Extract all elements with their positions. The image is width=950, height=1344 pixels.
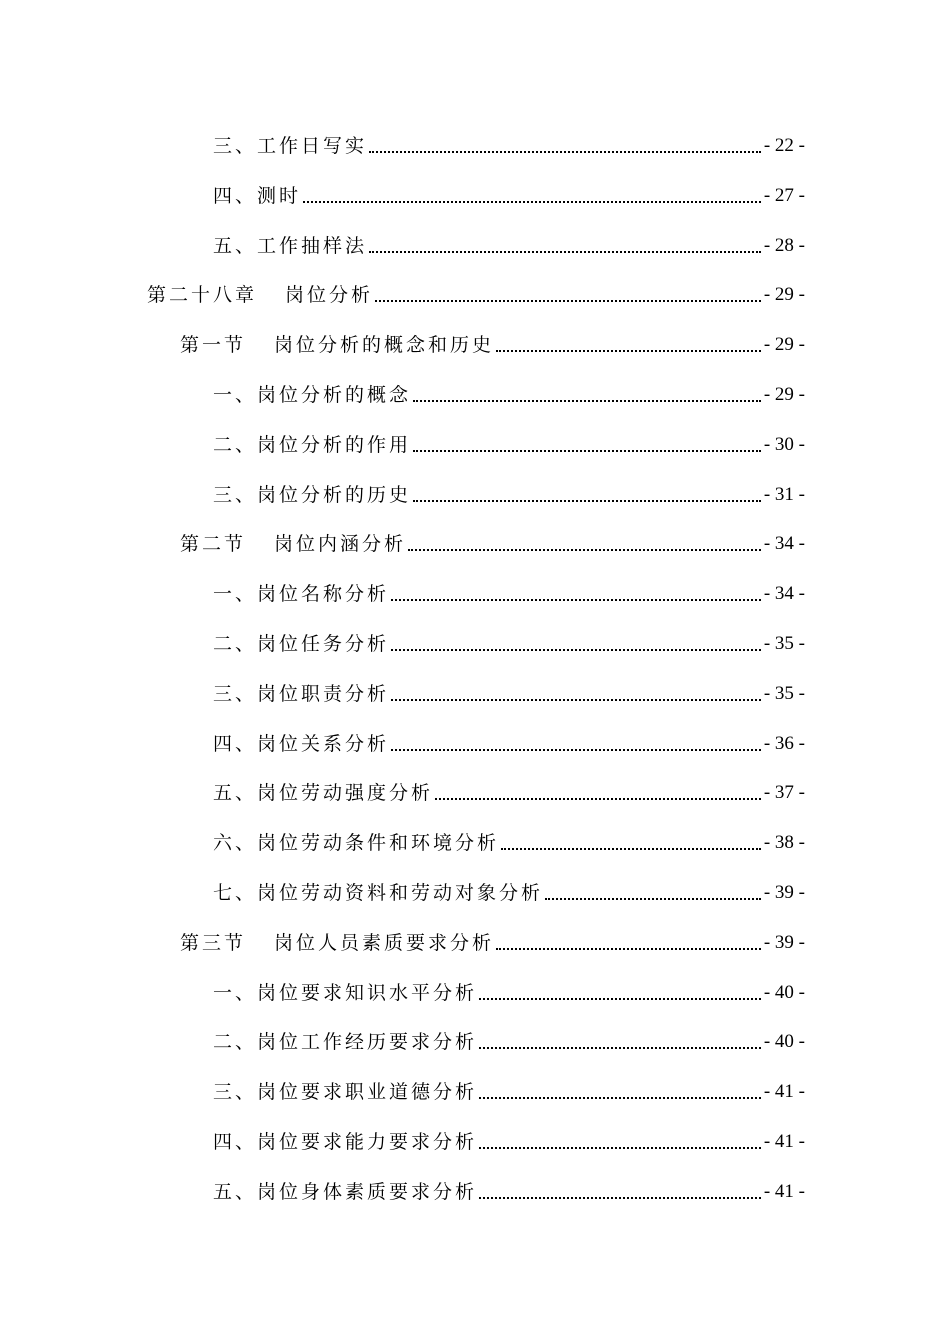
- toc-entry-label: 二、岗位任务分析: [213, 633, 390, 655]
- toc-dot-leader: [303, 200, 761, 203]
- toc-entry-label: 四、测时: [213, 184, 302, 207]
- toc-entry-section[interactable]: [180, 526, 805, 556]
- toc-dot-leader: [496, 349, 761, 352]
- toc-entry-title: 岗位人员素质要求分析: [274, 931, 495, 954]
- toc-dot-leader: [435, 797, 761, 800]
- toc-entry-number: 第二十八章: [147, 284, 258, 307]
- toc-page-number: - 39 -: [763, 931, 805, 953]
- toc-entry-label: 四、岗位关系分析: [213, 732, 390, 755]
- toc-dot-leader: [413, 499, 761, 502]
- toc-entry-label: 五、岗位身体素质要求分析: [213, 1180, 478, 1203]
- toc-page-number: - 29 -: [763, 284, 805, 306]
- toc-page-number: - 31 -: [763, 483, 805, 505]
- toc-entry-label: [180, 532, 406, 556]
- toc-entry-label: 五、工作抽样法: [213, 234, 368, 257]
- toc-entry-item[interactable]: [213, 775, 805, 805]
- toc-page-number: - 34 -: [763, 583, 805, 605]
- toc-page-number: - 30 -: [763, 433, 805, 455]
- toc-page-number: - 41 -: [763, 1131, 805, 1152]
- toc-page-number: - 35 -: [763, 682, 805, 704]
- toc-entry-title: 岗位分析的概念和历史: [274, 334, 495, 357]
- toc-dot-leader: [391, 748, 761, 751]
- toc-entry-label: 五、岗位劳动强度分析: [213, 782, 434, 805]
- toc-dot-leader: [479, 1096, 761, 1099]
- toc-dot-leader: [408, 548, 761, 551]
- toc-entry-label: 三、岗位职责分析: [213, 682, 390, 705]
- toc-entry-label: [180, 333, 494, 357]
- toc-entry-item[interactable]: [213, 1174, 805, 1204]
- toc-entry-label: [147, 283, 373, 307]
- toc-entry-item[interactable]: [213, 377, 805, 407]
- toc-entry-section[interactable]: [180, 925, 805, 955]
- toc-dot-leader: [391, 648, 761, 651]
- toc-entry-item[interactable]: [213, 676, 805, 706]
- toc-page-number: - 41 -: [763, 1180, 805, 1202]
- toc-page-number: - 38 -: [763, 832, 805, 854]
- toc-entry-item[interactable]: [213, 128, 805, 158]
- toc-dot-leader: [479, 997, 761, 1000]
- toc-dot-leader: [413, 449, 761, 452]
- toc-dot-leader: [369, 150, 761, 153]
- toc-page-number: - 36 -: [763, 732, 805, 754]
- toc-entry-item[interactable]: [213, 875, 805, 905]
- toc-entry-item[interactable]: [213, 626, 805, 656]
- toc-page-number: - 37 -: [763, 782, 805, 804]
- toc-entry-item[interactable]: [213, 1024, 805, 1054]
- toc-entry-title: 岗位内涵分析: [274, 533, 407, 556]
- toc-page-number: - 29 -: [763, 334, 805, 356]
- toc-page-number: - 28 -: [763, 234, 805, 256]
- toc-entry-label: 四、岗位要求能力要求分析: [213, 1131, 478, 1153]
- toc-entry-number: 第三节: [180, 931, 247, 954]
- toc-entry-label: 六、岗位劳动条件和环境分析: [213, 832, 500, 855]
- toc-page-number: - 35 -: [763, 633, 805, 654]
- toc-entry-item[interactable]: [213, 1124, 805, 1154]
- toc-entry-label: [180, 931, 494, 955]
- toc-dot-leader: [479, 1196, 761, 1199]
- toc-entry-item[interactable]: [213, 178, 805, 208]
- toc-entry-label: 一、岗位分析的概念: [213, 384, 412, 406]
- toc-entry-label: 二、岗位工作经历要求分析: [213, 1031, 478, 1054]
- toc-entry-item[interactable]: [213, 1074, 805, 1104]
- toc-dot-leader: [391, 598, 761, 601]
- toc-entry-item[interactable]: [213, 975, 805, 1005]
- toc-dot-leader: [496, 947, 761, 950]
- toc-entry-label: 一、岗位要求知识水平分析: [213, 981, 478, 1004]
- toc-dot-leader: [479, 1146, 761, 1149]
- toc-dot-leader: [545, 897, 761, 900]
- toc-entry-number: 第一节: [180, 334, 247, 357]
- toc-dot-leader: [391, 698, 761, 701]
- toc-dot-leader: [369, 250, 761, 253]
- toc-entry-label: 七、岗位劳动资料和劳动对象分析: [213, 882, 544, 904]
- toc-entry-item[interactable]: [213, 576, 805, 606]
- toc-page-number: - 40 -: [763, 981, 805, 1003]
- toc-page-number: - 22 -: [763, 135, 805, 156]
- toc-page-number: - 34 -: [763, 533, 805, 555]
- toc-entry-title: 岗位分析: [285, 284, 374, 307]
- toc-entry-item[interactable]: [213, 825, 805, 855]
- toc-dot-leader: [479, 1046, 761, 1049]
- toc-page-number: - 29 -: [763, 384, 805, 405]
- toc-entry-section[interactable]: [180, 327, 805, 357]
- toc-entry-label: 三、工作日写实: [213, 135, 368, 157]
- toc-entry-label: 一、岗位名称分析: [213, 583, 390, 606]
- toc-page-number: - 27 -: [763, 184, 805, 206]
- toc-page-number: - 40 -: [763, 1031, 805, 1053]
- toc-entry-item[interactable]: [213, 228, 805, 258]
- toc-dot-leader: [413, 399, 761, 402]
- toc-dot-leader: [375, 299, 761, 302]
- toc-entry-chapter[interactable]: [147, 277, 805, 307]
- toc-entry-label: 二、岗位分析的作用: [213, 433, 412, 456]
- toc-entry-item[interactable]: [213, 726, 805, 756]
- toc-entry-item[interactable]: [213, 477, 805, 507]
- toc-page-number: - 39 -: [763, 882, 805, 903]
- toc-entry-item[interactable]: [213, 427, 805, 457]
- toc-page-number: - 41 -: [763, 1081, 805, 1103]
- toc-entry-number: 第二节: [180, 533, 247, 556]
- toc-dot-leader: [501, 847, 761, 850]
- toc-entry-label: 三、岗位分析的历史: [213, 483, 412, 506]
- toc-entry-label: 三、岗位要求职业道德分析: [213, 1081, 478, 1104]
